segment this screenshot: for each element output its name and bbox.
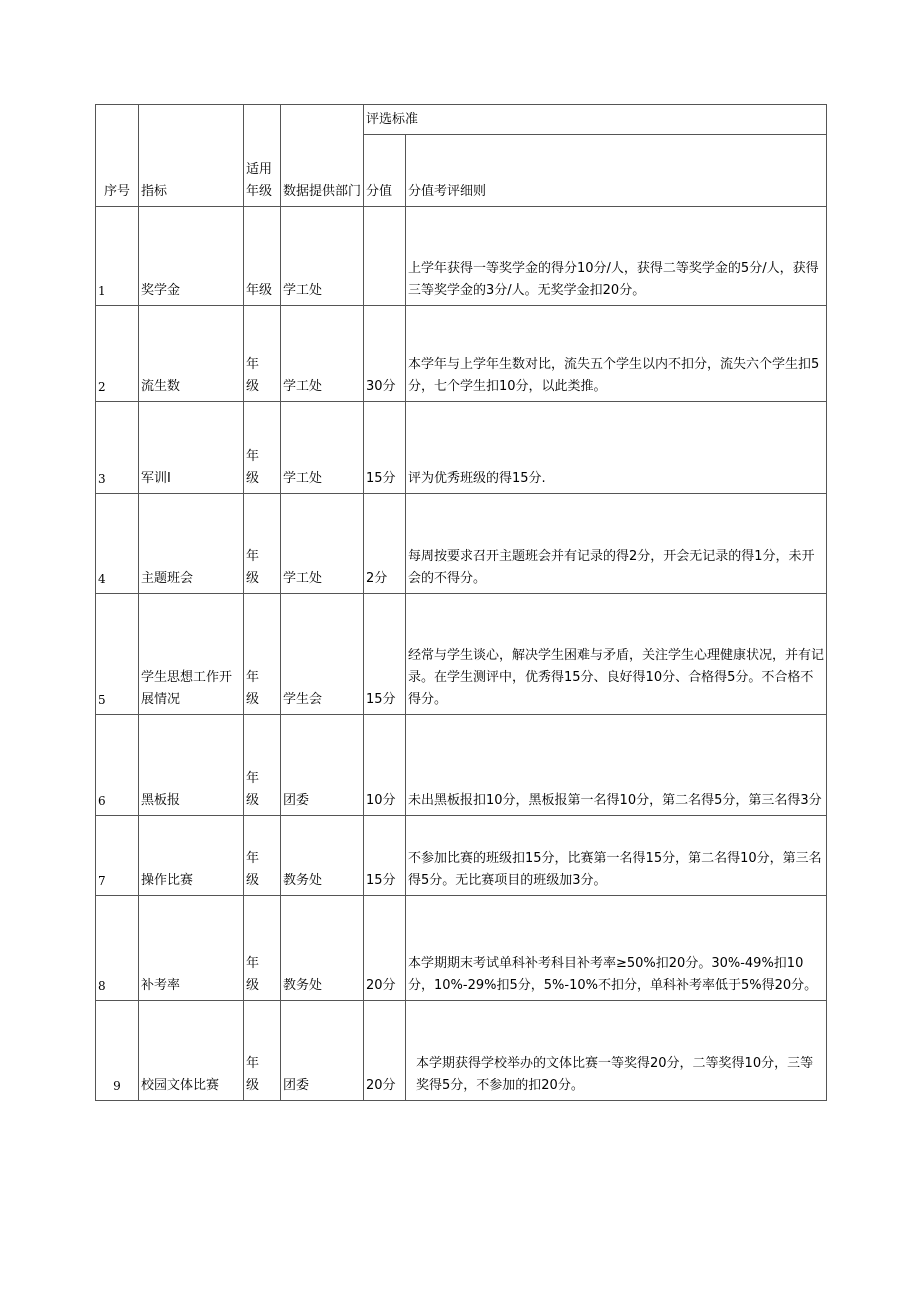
row-score: 15分 [364,816,406,896]
table-row [96,207,827,306]
row-score: 10分 [364,715,406,816]
row-indicator: 黑板报 [139,715,244,816]
table-row [96,715,827,816]
row-no: 8 [96,896,139,1001]
header-criteria-group: 评选标准 [364,105,827,135]
evaluation-table [95,104,827,1101]
row-score: 30分 [364,306,406,402]
table-row [96,402,827,494]
row-grade [244,896,281,1001]
row-no: 7 [96,816,139,896]
row-grade-line1: 年 [246,449,260,464]
row-grade-line2: 级 [246,471,260,486]
row-indicator: 主题班会 [139,494,244,594]
row-score: 15分 [364,402,406,494]
row-dept: 团委 [281,1001,364,1101]
row-score: 2分 [364,494,406,594]
header-grade: 适用年级 [244,105,281,207]
row-indicator: 军训I [139,402,244,494]
row-rules: 经常与学生谈心，解决学生困难与矛盾，关注学生心理健康状况，并有记录。在学生测评中，优秀得15分、良好得10分、合格得5分。不合格不得分。 [406,594,827,715]
header-score: 分值 [364,135,406,207]
row-dept: 团委 [281,715,364,816]
row-rules: 上学年获得一等奖学金的得分10分/人，获得二等奖学金的5分/人，获得三等奖学金的3分/人。无奖学金扣20分。 [406,207,827,306]
row-grade-line2: 级 [246,379,260,394]
row-grade-line2: 级 [246,873,260,888]
row-indicator: 校园文体比赛 [139,1001,244,1101]
header-no: 序号 [96,105,139,207]
header-dept: 数据提供部门 [281,105,364,207]
row-grade-line1: 年 [246,357,260,372]
row-score: 20分 [364,896,406,1001]
table-row [96,1001,827,1101]
table-row [96,306,827,402]
row-no: 9 [96,1001,139,1101]
row-score: 20分 [364,1001,406,1101]
row-rules: 评为优秀班级的得15分. [406,402,827,494]
row-grade-line1: 年 [246,851,260,866]
row-grade-line1: 年 [246,670,260,685]
row-indicator: 补考率 [139,896,244,1001]
row-grade-line2: 级 [246,1078,260,1093]
row-rules: 本学期期末考试单科补考科目补考率≥50%扣20分。30%-49%扣10分，10%-29%扣5分，5%-10%不扣分，单科补考率低于5%得20分。 [406,896,827,1001]
row-score: 15分 [364,594,406,715]
row-no: 3 [96,402,139,494]
table-row [96,816,827,896]
table-row [96,494,827,594]
row-score [364,207,406,306]
row-dept: 学工处 [281,494,364,594]
row-grade [244,494,281,594]
row-dept: 学工处 [281,207,364,306]
row-grade-line1: 年 [246,1056,260,1071]
row-grade [244,715,281,816]
row-dept: 教务处 [281,896,364,1001]
row-grade-line1: 年 [246,771,260,786]
row-grade [244,402,281,494]
row-no: 6 [96,715,139,816]
row-dept: 学工处 [281,402,364,494]
row-rules: 未出黑板报扣10分，黑板报第一名得10分，第二名得5分，第三名得3分 [406,715,827,816]
row-dept: 学工处 [281,306,364,402]
header-row-top [96,105,827,135]
row-no: 1 [96,207,139,306]
row-rules: 本学年与上学年生数对比，流失五个学生以内不扣分，流失六个学生扣5分，七个学生扣10分，以此类推。 [406,306,827,402]
header-rules: 分值考评细则 [406,135,827,207]
row-grade-line2: 级 [246,692,260,707]
row-grade-line2: 级 [246,793,260,808]
row-indicator: 奖学金 [139,207,244,306]
row-grade-line1: 年 [246,956,260,971]
row-grade-line1: 年 [246,549,260,564]
row-grade [244,306,281,402]
row-indicator: 操作比赛 [139,816,244,896]
row-no: 5 [96,594,139,715]
row-indicator: 流生数 [139,306,244,402]
row-no: 4 [96,494,139,594]
row-indicator: 学生思想工作开展情况 [139,594,244,715]
row-grade: 年级 [244,207,281,306]
row-grade [244,594,281,715]
row-grade [244,1001,281,1101]
row-dept: 学生会 [281,594,364,715]
row-grade-line2: 级 [246,571,260,586]
row-rules: 每周按要求召开主题班会并有记录的得2分，开会无记录的得1分，未开会的不得分。 [406,494,827,594]
table-row [96,594,827,715]
row-grade [244,816,281,896]
row-grade-line2: 级 [246,978,260,993]
row-rules: 本学期获得学校举办的文体比赛一等奖得20分，二等奖得10分，三等奖得5分，不参加的扣20分。 [406,1001,827,1101]
row-rules: 不参加比赛的班级扣15分，比赛第一名得15分，第二名得10分，第三名得5分。无比赛项目的班级加3分。 [406,816,827,896]
row-dept: 教务处 [281,816,364,896]
table-row [96,896,827,1001]
row-no: 2 [96,306,139,402]
header-indicator: 指标 [139,105,244,207]
